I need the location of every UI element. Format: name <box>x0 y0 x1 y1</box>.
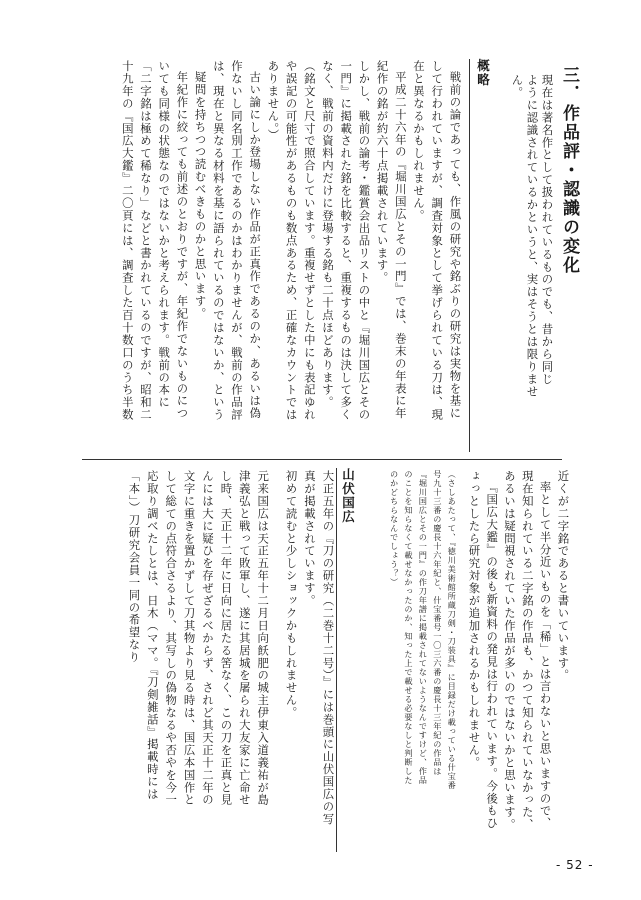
yamabushi-line: 元来国広は天正五年十二月日向飫肥の城主伊東入道義祐が島 <box>256 470 271 807</box>
note-line: 号九十三番の慶長十六年紀と、什宝番号一〇三六番の慶長十三年紀の作品は <box>432 470 443 776</box>
yamabushi-line: んには大に疑ひを存ぜざるべからず、されど其天正十二年の <box>201 470 215 807</box>
gairyaku-line: 在と異なるかもしれません。 <box>412 60 426 222</box>
yamabushi-line: 大正五年の『刀の研究（二巻十二号）』には巻頭に山伏国広の写 <box>321 470 336 826</box>
gairyaku-line: は、現在と異なる材料を基に語られているのではないか、という <box>211 60 226 422</box>
continued-line: 率として半分近いものを「稀」とは言わないと思いますので、 <box>538 481 553 830</box>
gairyaku-line: 作ないし同名別工作であるのかはわかりませんが、戦前の作品評 <box>230 60 244 422</box>
note-line: （さしあたって、『徳川美術館所蔵刀剣・刀装具』に目録だけ載っている什宝番 <box>447 470 458 790</box>
gairyaku-line: なく、戦前の資料内だけに登場する銘も二十点ほどあります。 <box>321 60 335 409</box>
gairyaku-line: 年紀作に絞っても前述のとおりですが、年紀作でないものにつ <box>175 71 190 420</box>
note-line: のかどちらなんでしょう？） <box>389 470 400 587</box>
intro-line: 現在は著名作として扱われているものでも、昔から同じ <box>540 74 555 386</box>
gairyaku-line: しかし、戦前の論考・鑑賞会出品リストの中と『堀川国広とその <box>357 60 372 422</box>
continued-line: 現在知られている二字銘の作品も、かつて知られていなかった、 <box>520 470 535 832</box>
yamabushi-line: して総ての点符合さるより、其写しの偽物なるや否やを今一 <box>164 470 179 807</box>
continued-line: 近くが二字銘であると書いています。 <box>556 470 571 682</box>
intro-line: ように認識されているかというと、実はそうとは限りませ <box>525 74 540 398</box>
gairyaku-line: いても同様の状態なのではないかと考えられます。戦前の本に <box>157 60 172 409</box>
gairyaku-line: ありません。） <box>266 60 281 142</box>
note-line: 『堀川国広とその一門』の作刀年譜に掲載されてないようなんですけど、作品 <box>418 470 429 785</box>
yamabushi-line: 真が掲載されています。 <box>303 470 317 607</box>
page-number: - 52 - <box>556 858 594 872</box>
gairyaku-line: 古い論にしか登場しない作品が正真作であるのか、あるいは偽 <box>248 71 263 420</box>
block-divider <box>82 459 562 460</box>
yamabushi-line: し時、天正十二年に日向に居たる筈なく、この刀を正真と見 <box>219 470 234 807</box>
yamabushi-line: 「本」）刀研究会員一同の希望なり <box>127 470 142 664</box>
gairyaku-line: して行われていますが、調査対象として挙げられている刀は、現 <box>430 60 445 422</box>
gairyaku-rule <box>469 59 470 452</box>
section-heading-yamabushi: 山伏国広 <box>340 468 356 524</box>
note-line: のことを知らなくて載せなかったのか、知った上で載せる必要なしと判断した <box>404 470 414 785</box>
gairyaku-line: 戦前の論であっても、作風の研究や銘ぶりの研究は実物を基に <box>448 71 463 420</box>
gairyaku-line: 紀作の銘が約六十点掲載されています。 <box>375 60 390 285</box>
yamabushi-rule <box>336 468 337 852</box>
gairyaku-line: 「二字銘は極めて稀なり」などと書かれているのですが、昭和二 <box>139 60 153 422</box>
yamabushi-line: 津義弘と戦って敗軍し、遂に其居城を屠られ大友家に亡命せ <box>237 470 252 807</box>
gairyaku-line: や誤記の可能性があるものも数点あるため、正確なカウントでは <box>284 60 299 422</box>
section-title: 三．作品評・認識の変化 <box>559 66 579 275</box>
gairyaku-line: 一門』に掲載された銘を比較すると、重複するものは決して多く <box>339 60 354 422</box>
intro-line: ん。 <box>510 74 525 99</box>
continued-line: ょっとしたら研究対象が追加されるかもしれません。 <box>467 470 482 769</box>
gairyaku-line: （銘文と尺寸で照合しています。重複せずとした中にも表記ゆれ <box>302 60 317 422</box>
continued-line: 『国広大鑑』の後も新資料の発見は行われています。今後もひ <box>485 481 500 830</box>
gairyaku-line: 疑問を持ちつつ読むべきものかと思います。 <box>193 71 208 320</box>
section-heading-gairyaku: 概略 <box>475 59 491 87</box>
gairyaku-line: 平成二十六年の『堀川国広とその一門』では、巻末の年表に年 <box>393 71 408 420</box>
yamabushi-line: 文字に重きを置かずして刀其物より見る時は、国広本国作と <box>182 470 197 807</box>
gairyaku-line: 十九年の『国広大鑑』二〇頁には、調査した百十数口のうち半数 <box>120 60 135 422</box>
yamabushi-line: 初めて読むと少しショックかもしれません。 <box>284 470 299 719</box>
yamabushi-line: 応取り調べたしとは、日木（ママ。『刀剣雑話』掲載時には <box>145 470 160 801</box>
continued-line: あるいは疑問視されていた作品が多いのではないかと思います。 <box>503 470 517 832</box>
